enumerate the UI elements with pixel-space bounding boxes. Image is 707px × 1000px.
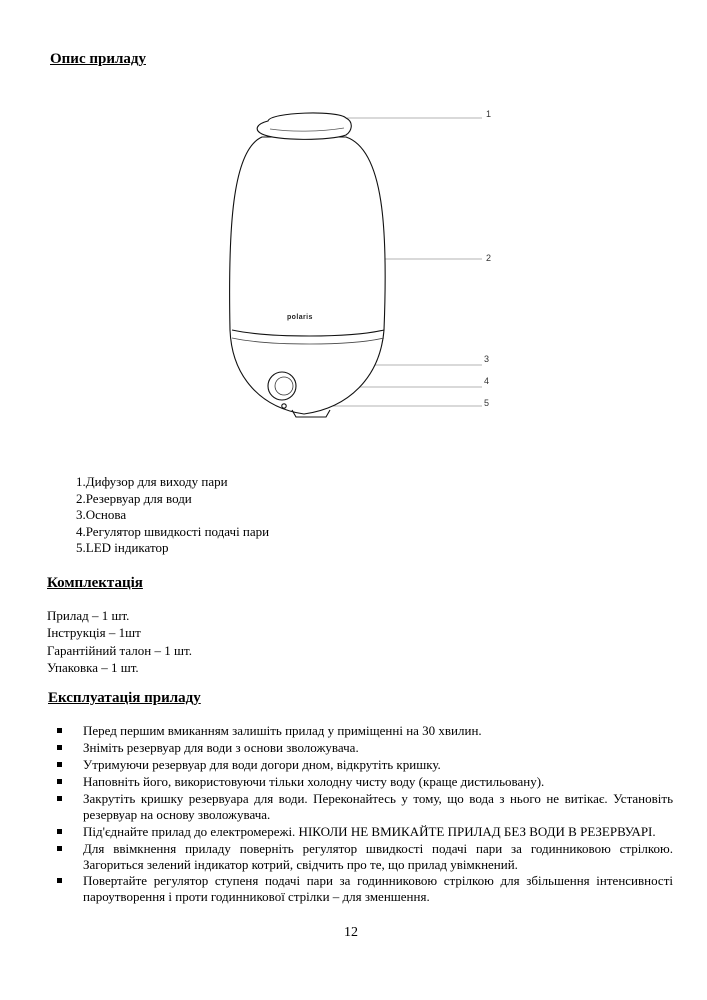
list-item: Упаковка – 1 шт. <box>47 660 139 676</box>
step-text: Утримуючи резервуар для води догори дном, відкрутіть кришку. <box>83 756 441 772</box>
bullet-icon <box>57 728 62 733</box>
list-item <box>57 774 673 790</box>
list-item: 3.Основа <box>76 507 127 523</box>
list-item <box>57 723 673 739</box>
list-item: 5.LED індикатор <box>76 540 169 556</box>
bullet-icon <box>57 796 62 801</box>
operation-steps <box>57 723 673 906</box>
brand-logo: polaris <box>287 314 313 321</box>
list-item <box>57 824 673 840</box>
step-text: Перед першим вмиканням залишіть прилад у приміщенні на 30 хвилин. <box>83 723 482 738</box>
list-item: Інструкція – 1шт <box>47 625 141 641</box>
step-text: Під'єднайте прилад до електромережі. НІКОЛИ НЕ ВМИКАЙТЕ ПРИЛАД БЕЗ ВОДИ В РЕЗЕРВУАРІ. <box>83 823 656 839</box>
page-number: 12 <box>344 925 358 940</box>
step-text: Повертайте регулятор ступеня подачі пари за годинниковою стрілкою для збільшення інтенсивності пароутворення і проти годинникової стрілки – для зменшення. <box>83 873 673 905</box>
heading-kit: Комплектація <box>47 575 143 591</box>
bullet-icon <box>57 762 62 767</box>
list-item <box>57 873 673 905</box>
list-item: 1.Дифузор для виходу пари <box>76 474 228 489</box>
water-tank-outline <box>230 137 386 414</box>
parts-list <box>76 474 269 557</box>
heading-operation: Експлуатація приладу <box>48 690 201 706</box>
list-item: 4.Регулятор швидкості подачі пари <box>76 523 270 539</box>
list-item <box>57 757 673 773</box>
list-item <box>57 791 673 823</box>
list-item: Гарантійний талон – 1 шт. <box>47 642 192 658</box>
heading-description: Опис приладу <box>50 51 146 67</box>
bullet-icon <box>57 779 62 784</box>
diffuser-cap <box>257 113 351 139</box>
callout-3: 3 <box>484 354 490 364</box>
list-item: Прилад – 1 шт. <box>47 608 130 623</box>
step-text: Зніміть резервуар для води з основи зволожувача. <box>83 739 359 755</box>
list-item <box>57 740 673 756</box>
step-text: Закрутіть кришку резервуара для води. Переконайтесь у тому, що вода з нього не витікає. Установіть резервуар на основу зволожувача. <box>83 790 673 822</box>
callout-2: 2 <box>486 253 492 263</box>
callout-4: 4 <box>484 376 490 386</box>
bullet-icon <box>57 846 62 851</box>
callout-1: 1 <box>486 109 492 119</box>
callout-5: 5 <box>484 398 490 408</box>
list-item: 2.Резервуар для води <box>76 490 192 506</box>
bullet-icon <box>57 829 62 834</box>
step-text: Для ввімкнення приладу поверніть регулятор швидкості подачі пари за годинниковою стрілкою. Загориться зелений індикатор котрий, свідчить про те, що прилад увімкнений. <box>83 840 673 872</box>
step-text: Наповніть його, використовуючи тільки холодну чисту воду (краще дистильовану). <box>83 773 545 789</box>
humidifier-diagram <box>0 0 707 470</box>
list-item <box>57 841 673 873</box>
kit-list <box>47 607 192 677</box>
led-indicator <box>282 404 286 408</box>
bullet-icon <box>57 745 62 750</box>
bullet-icon <box>57 878 62 883</box>
